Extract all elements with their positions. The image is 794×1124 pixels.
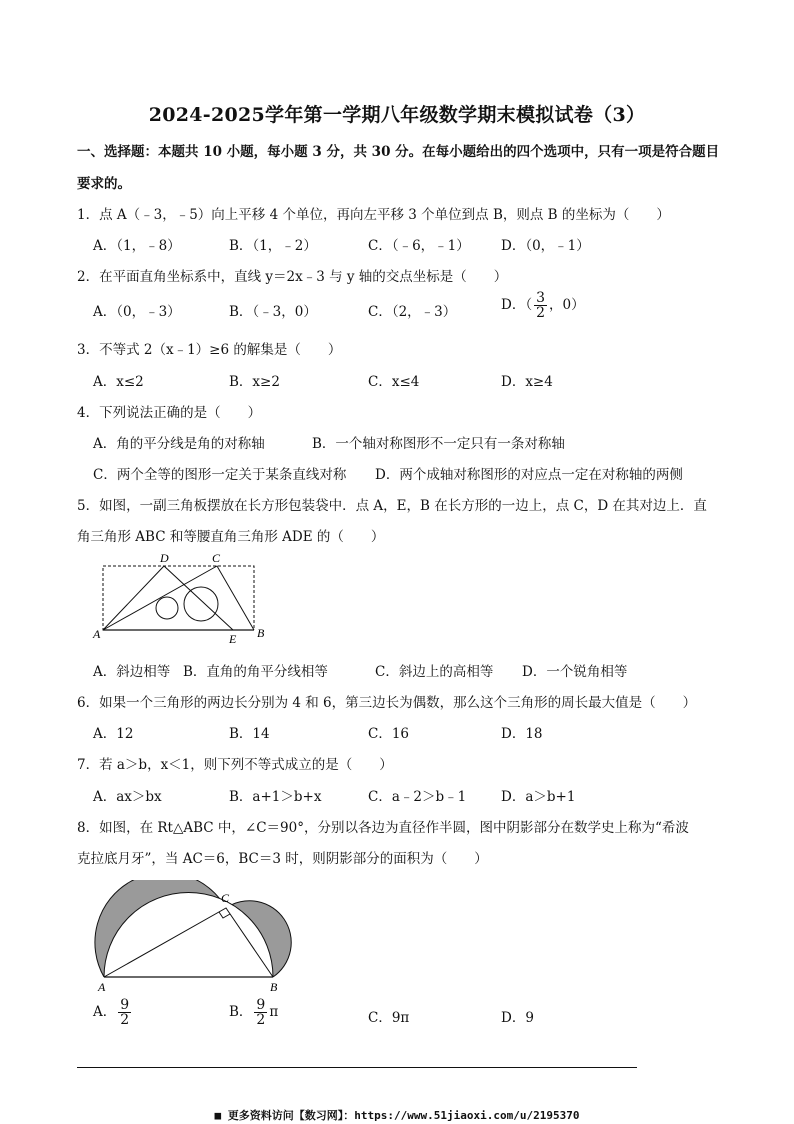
label-c: C xyxy=(212,551,221,565)
footer-divider xyxy=(77,1067,637,1068)
triangle-abc xyxy=(103,566,254,630)
question-4-option-b: B．一个轴对称图形不一定只有一条对称轴 xyxy=(312,436,565,452)
question-5-option-c: C．斜边上的高相等 xyxy=(375,664,494,680)
question-4-text: 4．下列说法正确的是（ ） xyxy=(77,405,262,421)
question-6-option-b: B．14 xyxy=(229,726,270,742)
question-8-option-d: D．9 xyxy=(501,1010,534,1026)
question-3-option-d: D．x≥4 xyxy=(501,374,553,390)
label-a: A xyxy=(93,627,101,641)
fraction-numerator: 9 xyxy=(256,997,266,1013)
question-4-option-d: D．两个成轴对称图形的对应点一定在对称轴的两侧 xyxy=(375,467,683,483)
label-c: C xyxy=(221,891,230,905)
question-7-option-c: C．a﹣2＞b﹣1 xyxy=(368,789,467,805)
question-8-option-a xyxy=(93,998,133,1027)
question-3-option-a: A．x≤2 xyxy=(93,374,144,390)
fraction xyxy=(118,998,131,1027)
question-5-text: 5．如图，一副三角板摆放在长方形包装袋中．点 A，E，B 在长方形的一边上，点 C，D 在其对边上．直 xyxy=(77,498,707,514)
fraction-denominator: 2 xyxy=(536,305,545,321)
question-8-option-c: C．9π xyxy=(368,1010,410,1026)
label-b: B xyxy=(257,626,265,640)
footer-link[interactable]: ■ 更多资料访问【数习网】：https://www.51jiaoxi.com/u/2195370 xyxy=(214,1109,580,1122)
question-2-option-d xyxy=(501,291,585,320)
label-d: D xyxy=(160,551,169,565)
question-1-option-b: B．（1，﹣2） xyxy=(229,238,317,254)
question-3-option-c: C．x≤4 xyxy=(368,374,420,390)
small-circle xyxy=(156,597,178,619)
question-1-text: 1．点 A（﹣3，﹣5）向上平移 4 个单位，再向左平移 3 个单位到点 B，则点 B 的坐标为（ ） xyxy=(77,207,670,223)
fraction xyxy=(254,998,267,1027)
label-b: B xyxy=(270,980,278,994)
fraction-numerator: 3 xyxy=(536,290,545,306)
question-6-option-c: C．16 xyxy=(368,726,410,742)
question-6-option-d: D．18 xyxy=(501,726,543,742)
hippocrates-lune-figure xyxy=(90,880,305,995)
question-2-option-d-prefix: D．（ xyxy=(501,297,533,313)
question-1-option-d: D．（0，﹣1） xyxy=(501,238,590,254)
question-7-option-a: A．ax＞bx xyxy=(93,789,162,805)
question-6-text: 6．如果一个三角形的两边长分别为 4 和 6，第三边长为偶数，那么这个三角形的周长最大值是（ ） xyxy=(77,695,697,711)
question-3-text: 3．不等式 2（x﹣1）≥6 的解集是（ ） xyxy=(77,342,342,358)
question-7-option-d: D．a＞b+1 xyxy=(501,789,576,805)
question-8-option-b-suffix: π xyxy=(269,1004,279,1020)
question-2-text: 2．在平面直角坐标系中，直线 y＝2x﹣3 与 y 轴的交点坐标是（ ） xyxy=(77,269,508,285)
question-4-option-a: A．角的平分线是角的对称轴 xyxy=(93,436,265,452)
question-5-option-d: D．一个锐角相等 xyxy=(522,664,628,680)
question-3-option-b: B．x≥2 xyxy=(229,374,280,390)
fraction-denominator: 2 xyxy=(120,1012,130,1028)
question-5-option-a: A．斜边相等 xyxy=(93,664,171,680)
page-title: 2024-2025学年第一学期八年级数学期末模拟试卷（3） xyxy=(148,104,646,126)
question-8-option-b-prefix: B． xyxy=(229,1004,253,1020)
question-8-option-a-prefix: A． xyxy=(93,1004,117,1020)
fraction xyxy=(534,291,547,320)
question-4-option-c: C．两个全等的图形一定关于某条直线对称 xyxy=(93,467,347,483)
question-8-text: 8．如图，在 Rt△ABC 中，∠C＝90°，分别以各边为直径作半圆，图中阴影部分在数学史上称为“希波 xyxy=(77,820,689,836)
question-7-text: 7．若 a＞b，x＜1，则下列不等式成立的是（ ） xyxy=(77,757,393,773)
section-heading-line2: 要求的。 xyxy=(77,176,131,192)
label-a: A xyxy=(98,980,106,994)
rectangle-package xyxy=(103,566,254,630)
question-1-option-a: A．（1，﹣8） xyxy=(93,238,181,254)
question-6-option-a: A．12 xyxy=(93,726,134,742)
question-8-text-cont: 克拉底月牙”，当 AC＝6，BC＝3 时，则阴影部分的面积为（ ） xyxy=(77,851,488,867)
question-1-option-c: C．（﹣6，﹣1） xyxy=(368,238,470,254)
question-2-option-b: B．（﹣3，0） xyxy=(229,304,317,320)
label-e: E xyxy=(229,632,237,645)
question-8-option-b xyxy=(229,998,278,1027)
fraction-numerator: 9 xyxy=(120,997,130,1013)
question-7-option-b: B．a+1＞b+x xyxy=(229,789,322,805)
question-5-text-cont: 角三角形 ABC 和等腰直角三角形 ADE 的（ ） xyxy=(77,529,385,545)
question-2-option-d-suffix: ，0） xyxy=(549,297,585,313)
fraction-denominator: 2 xyxy=(256,1012,266,1028)
question-2-option-c: C．（2，﹣3） xyxy=(368,304,457,320)
triangle-figure-q5 xyxy=(90,550,270,645)
question-5-option-b: B．直角的角平分线相等 xyxy=(183,664,328,680)
triangle-ade xyxy=(103,566,233,630)
section-heading-line1: 一、选择题：本题共 10 小题，每小题 3 分，共 30 分。在每小题给出的四个选项中，只有一项是符合题目 xyxy=(77,144,720,160)
large-circle xyxy=(184,587,218,621)
question-2-option-a: A．（0，﹣3） xyxy=(93,304,181,320)
